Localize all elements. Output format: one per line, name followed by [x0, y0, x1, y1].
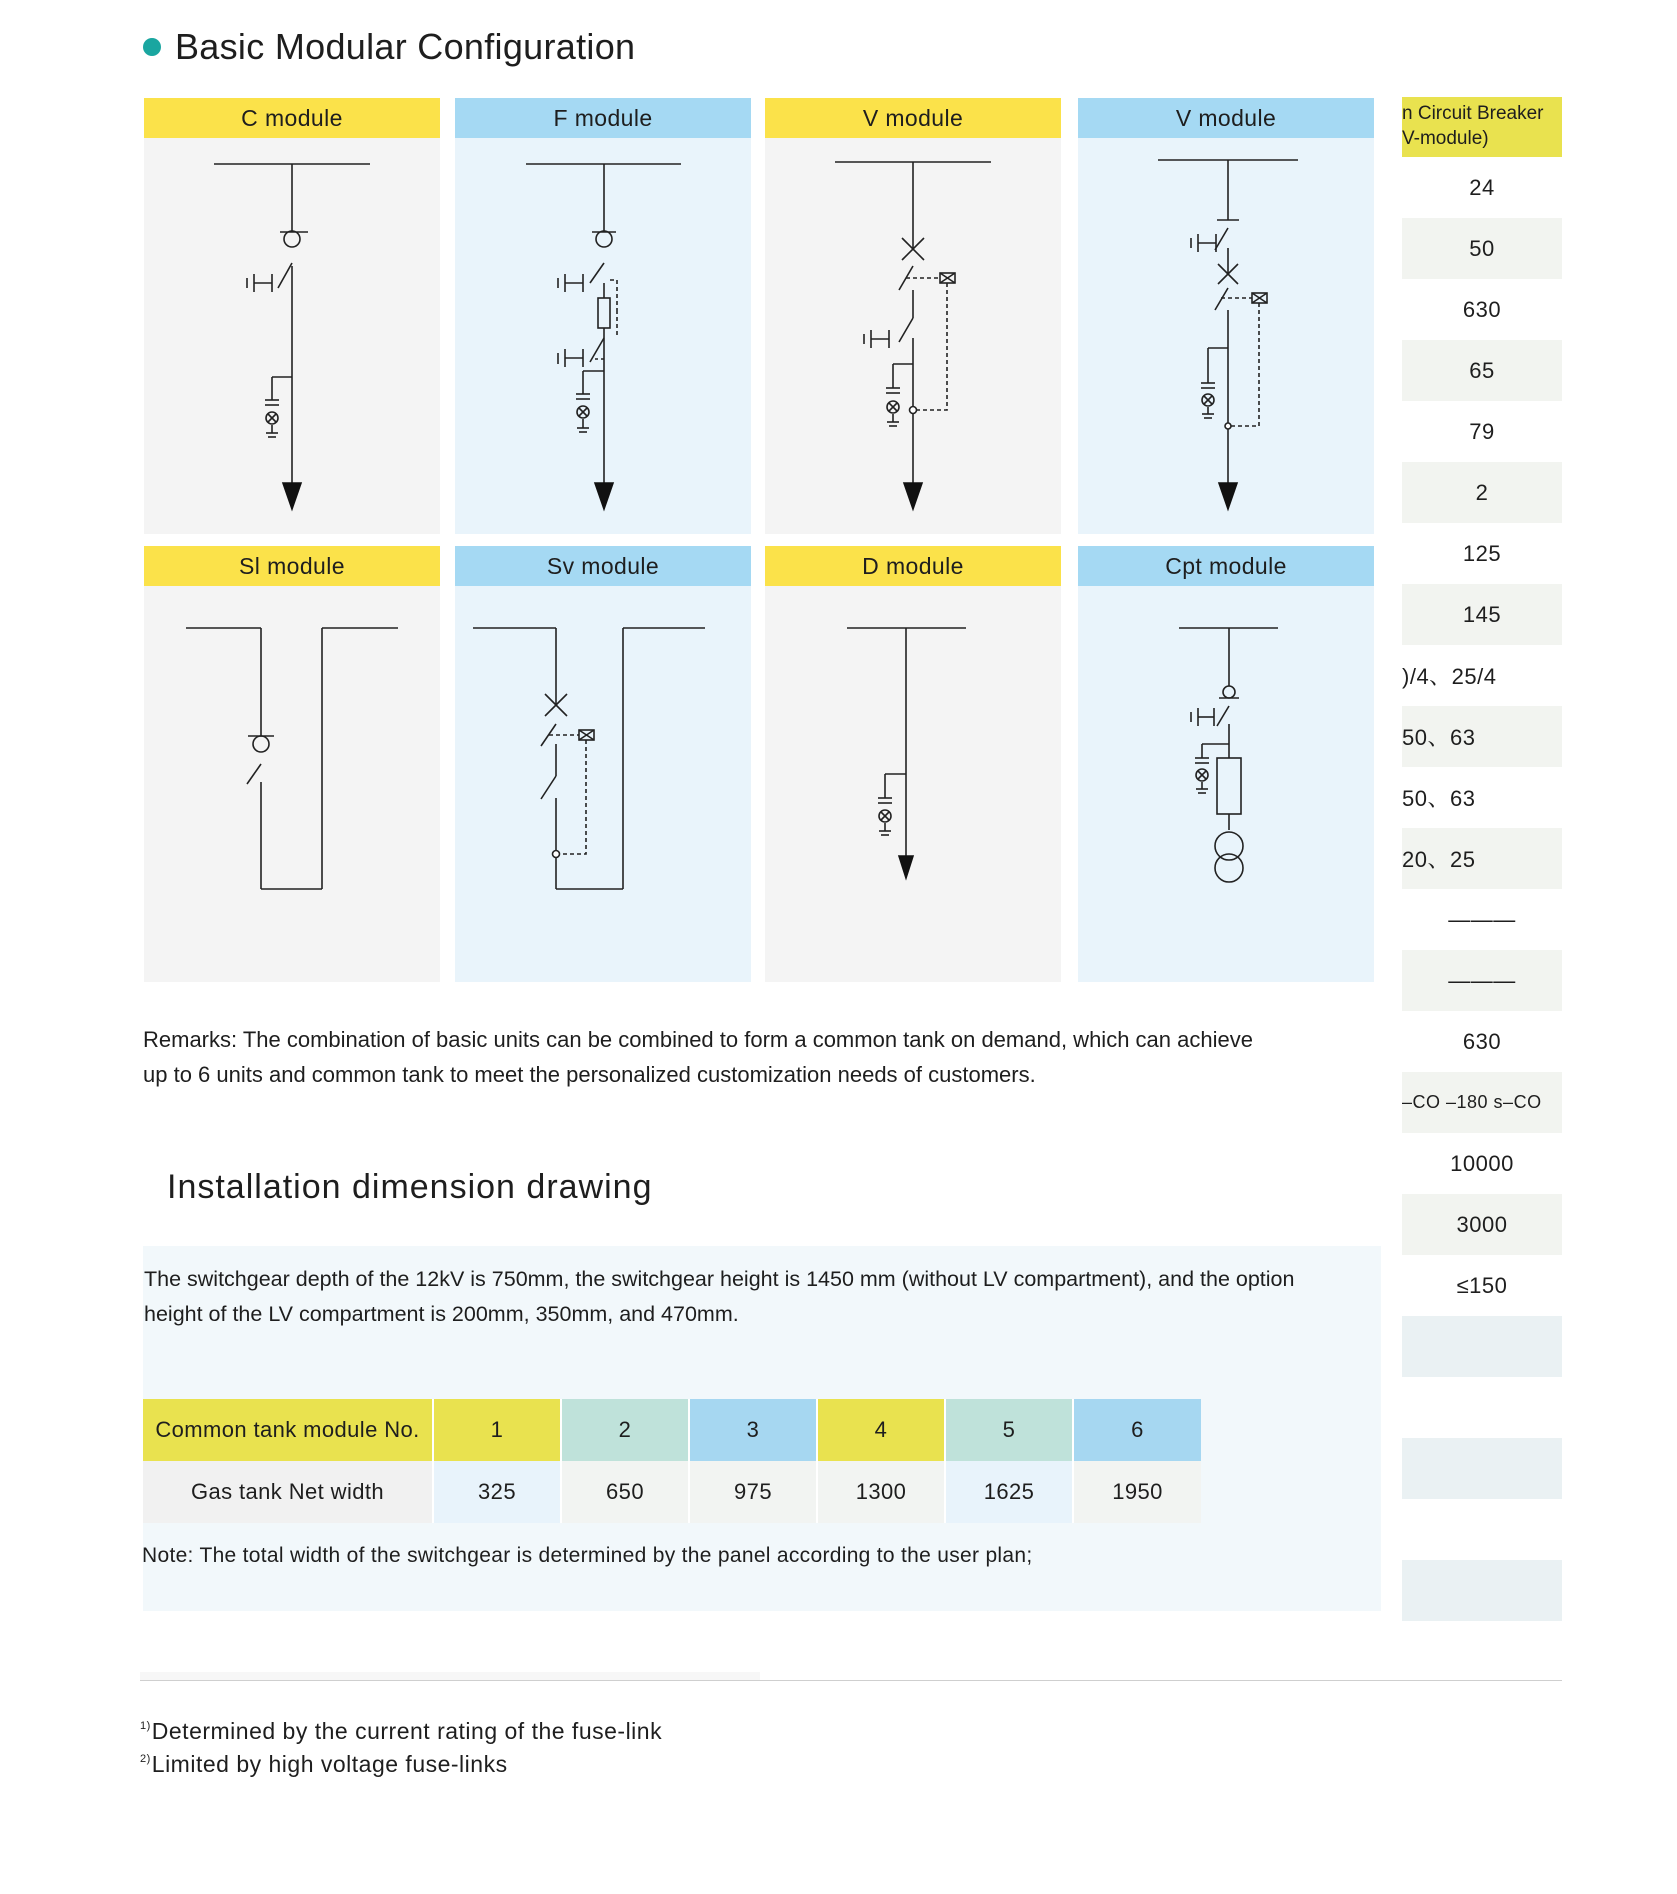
side-row: ———	[1402, 950, 1562, 1011]
side-row-blank	[1402, 1499, 1562, 1560]
side-row: 20、25	[1402, 828, 1562, 889]
side-row: 3000	[1402, 1194, 1562, 1255]
side-header-line: n Circuit Breaker	[1402, 103, 1544, 124]
module-label: F module	[455, 98, 751, 138]
side-row: 630	[1462, 296, 1502, 322]
table-header-label: Common tank module No.	[143, 1399, 433, 1461]
table-column-header: 2	[561, 1399, 689, 1461]
table-cell: 1300	[817, 1461, 945, 1523]
table-column-header: 3	[689, 1399, 817, 1461]
side-row: 50、63	[1402, 706, 1562, 767]
module-label: D module	[765, 546, 1061, 586]
side-row: 24	[1469, 174, 1495, 200]
installation-text: The switchgear depth of the 12kV is 750mm, the switchgear height is 1450 mm (without LV compartment), and the option height of the LV compartment is 200mm, 350mm, and 470mm.	[144, 1267, 1295, 1326]
side-row: 145	[1402, 584, 1562, 645]
table-cell: 1950	[1073, 1461, 1201, 1523]
side-row: 2	[1402, 462, 1562, 523]
dimension-table	[143, 1399, 1201, 1523]
side-row-blank	[1402, 1560, 1562, 1621]
divider	[140, 1680, 1562, 1681]
module-label: V module	[765, 98, 1061, 138]
footnote-mark: 1)	[140, 1720, 151, 1732]
installation-title: Installation dimension drawing	[167, 1168, 653, 1206]
footnote-text: Limited by high voltage fuse-links	[151, 1751, 508, 1777]
side-row: 10000	[1450, 1150, 1514, 1176]
module-card-c	[144, 98, 440, 534]
side-row-blank	[1402, 1316, 1562, 1377]
module-diagram-c	[144, 138, 440, 534]
divider-shade	[140, 1672, 760, 1680]
module-label: V module	[1078, 98, 1374, 138]
side-row: 125	[1462, 540, 1502, 566]
table-column-header: 6	[1073, 1399, 1201, 1461]
module-card-v1	[765, 98, 1061, 534]
table-cell: 325	[433, 1461, 561, 1523]
side-spec-column	[1402, 97, 1562, 1621]
module-diagram-v2	[1078, 138, 1374, 534]
side-row: 50、63	[1402, 786, 1476, 811]
side-row: ———	[1448, 906, 1516, 932]
module-label: C module	[144, 98, 440, 138]
side-row: –CO –180 s–CO	[1402, 1072, 1562, 1133]
module-label: Sl module	[144, 546, 440, 586]
table-column-header: 4	[817, 1399, 945, 1461]
module-label: Cpt module	[1078, 546, 1374, 586]
module-card-v2	[1078, 98, 1374, 534]
section-title-text: Basic Modular Configuration	[175, 26, 636, 67]
side-row-blank	[1402, 1438, 1562, 1499]
side-row: 50	[1402, 218, 1562, 279]
table-row-label: Gas tank Net width	[143, 1461, 433, 1523]
section-title	[143, 26, 635, 68]
module-card-d	[765, 546, 1061, 982]
table-cell: 975	[689, 1461, 817, 1523]
module-diagram-d	[765, 586, 1061, 982]
side-row: 79	[1469, 418, 1495, 444]
module-label: Sv module	[455, 546, 751, 586]
table-cell: 650	[561, 1461, 689, 1523]
footnote	[140, 1745, 662, 1778]
module-card-f	[455, 98, 751, 534]
table-row	[143, 1461, 1201, 1523]
module-diagram-sv	[455, 586, 751, 982]
table-column-header: 5	[945, 1399, 1073, 1461]
table-header-row	[143, 1399, 1201, 1461]
footnote-text: Determined by the current rating of the fuse-link	[151, 1718, 663, 1744]
module-diagram-sl	[144, 586, 440, 982]
footnote	[140, 1712, 662, 1745]
table-column-header: 1	[433, 1399, 561, 1461]
module-diagram-f	[455, 138, 751, 534]
bullet-dot-icon	[143, 38, 161, 56]
side-row: ≤150	[1456, 1272, 1508, 1298]
footnote-mark: 2)	[140, 1753, 151, 1765]
remarks-text: Remarks: The combination of basic units can be combined to form a common tank on demand, which can achieve up to 6 units and common tank to meet the personalized customization needs of customers.	[143, 1027, 1253, 1087]
side-row: 65	[1402, 340, 1562, 401]
side-column-header	[1402, 97, 1562, 157]
module-card-cpt	[1078, 546, 1374, 982]
module-diagram-v1	[765, 138, 1061, 534]
module-card-sl	[144, 546, 440, 982]
installation-note: Note: The total width of the switchgear is determined by the panel according to the user plan;	[142, 1544, 1033, 1567]
module-card-sv	[455, 546, 751, 982]
side-row: 630	[1462, 1028, 1502, 1054]
side-row: )/4、25/4	[1402, 664, 1497, 689]
side-header-line: V-module)	[1402, 128, 1489, 149]
module-diagram-cpt	[1078, 586, 1374, 982]
table-cell: 1625	[945, 1461, 1073, 1523]
footnotes	[140, 1712, 662, 1778]
side-row-blank	[1402, 1377, 1562, 1438]
